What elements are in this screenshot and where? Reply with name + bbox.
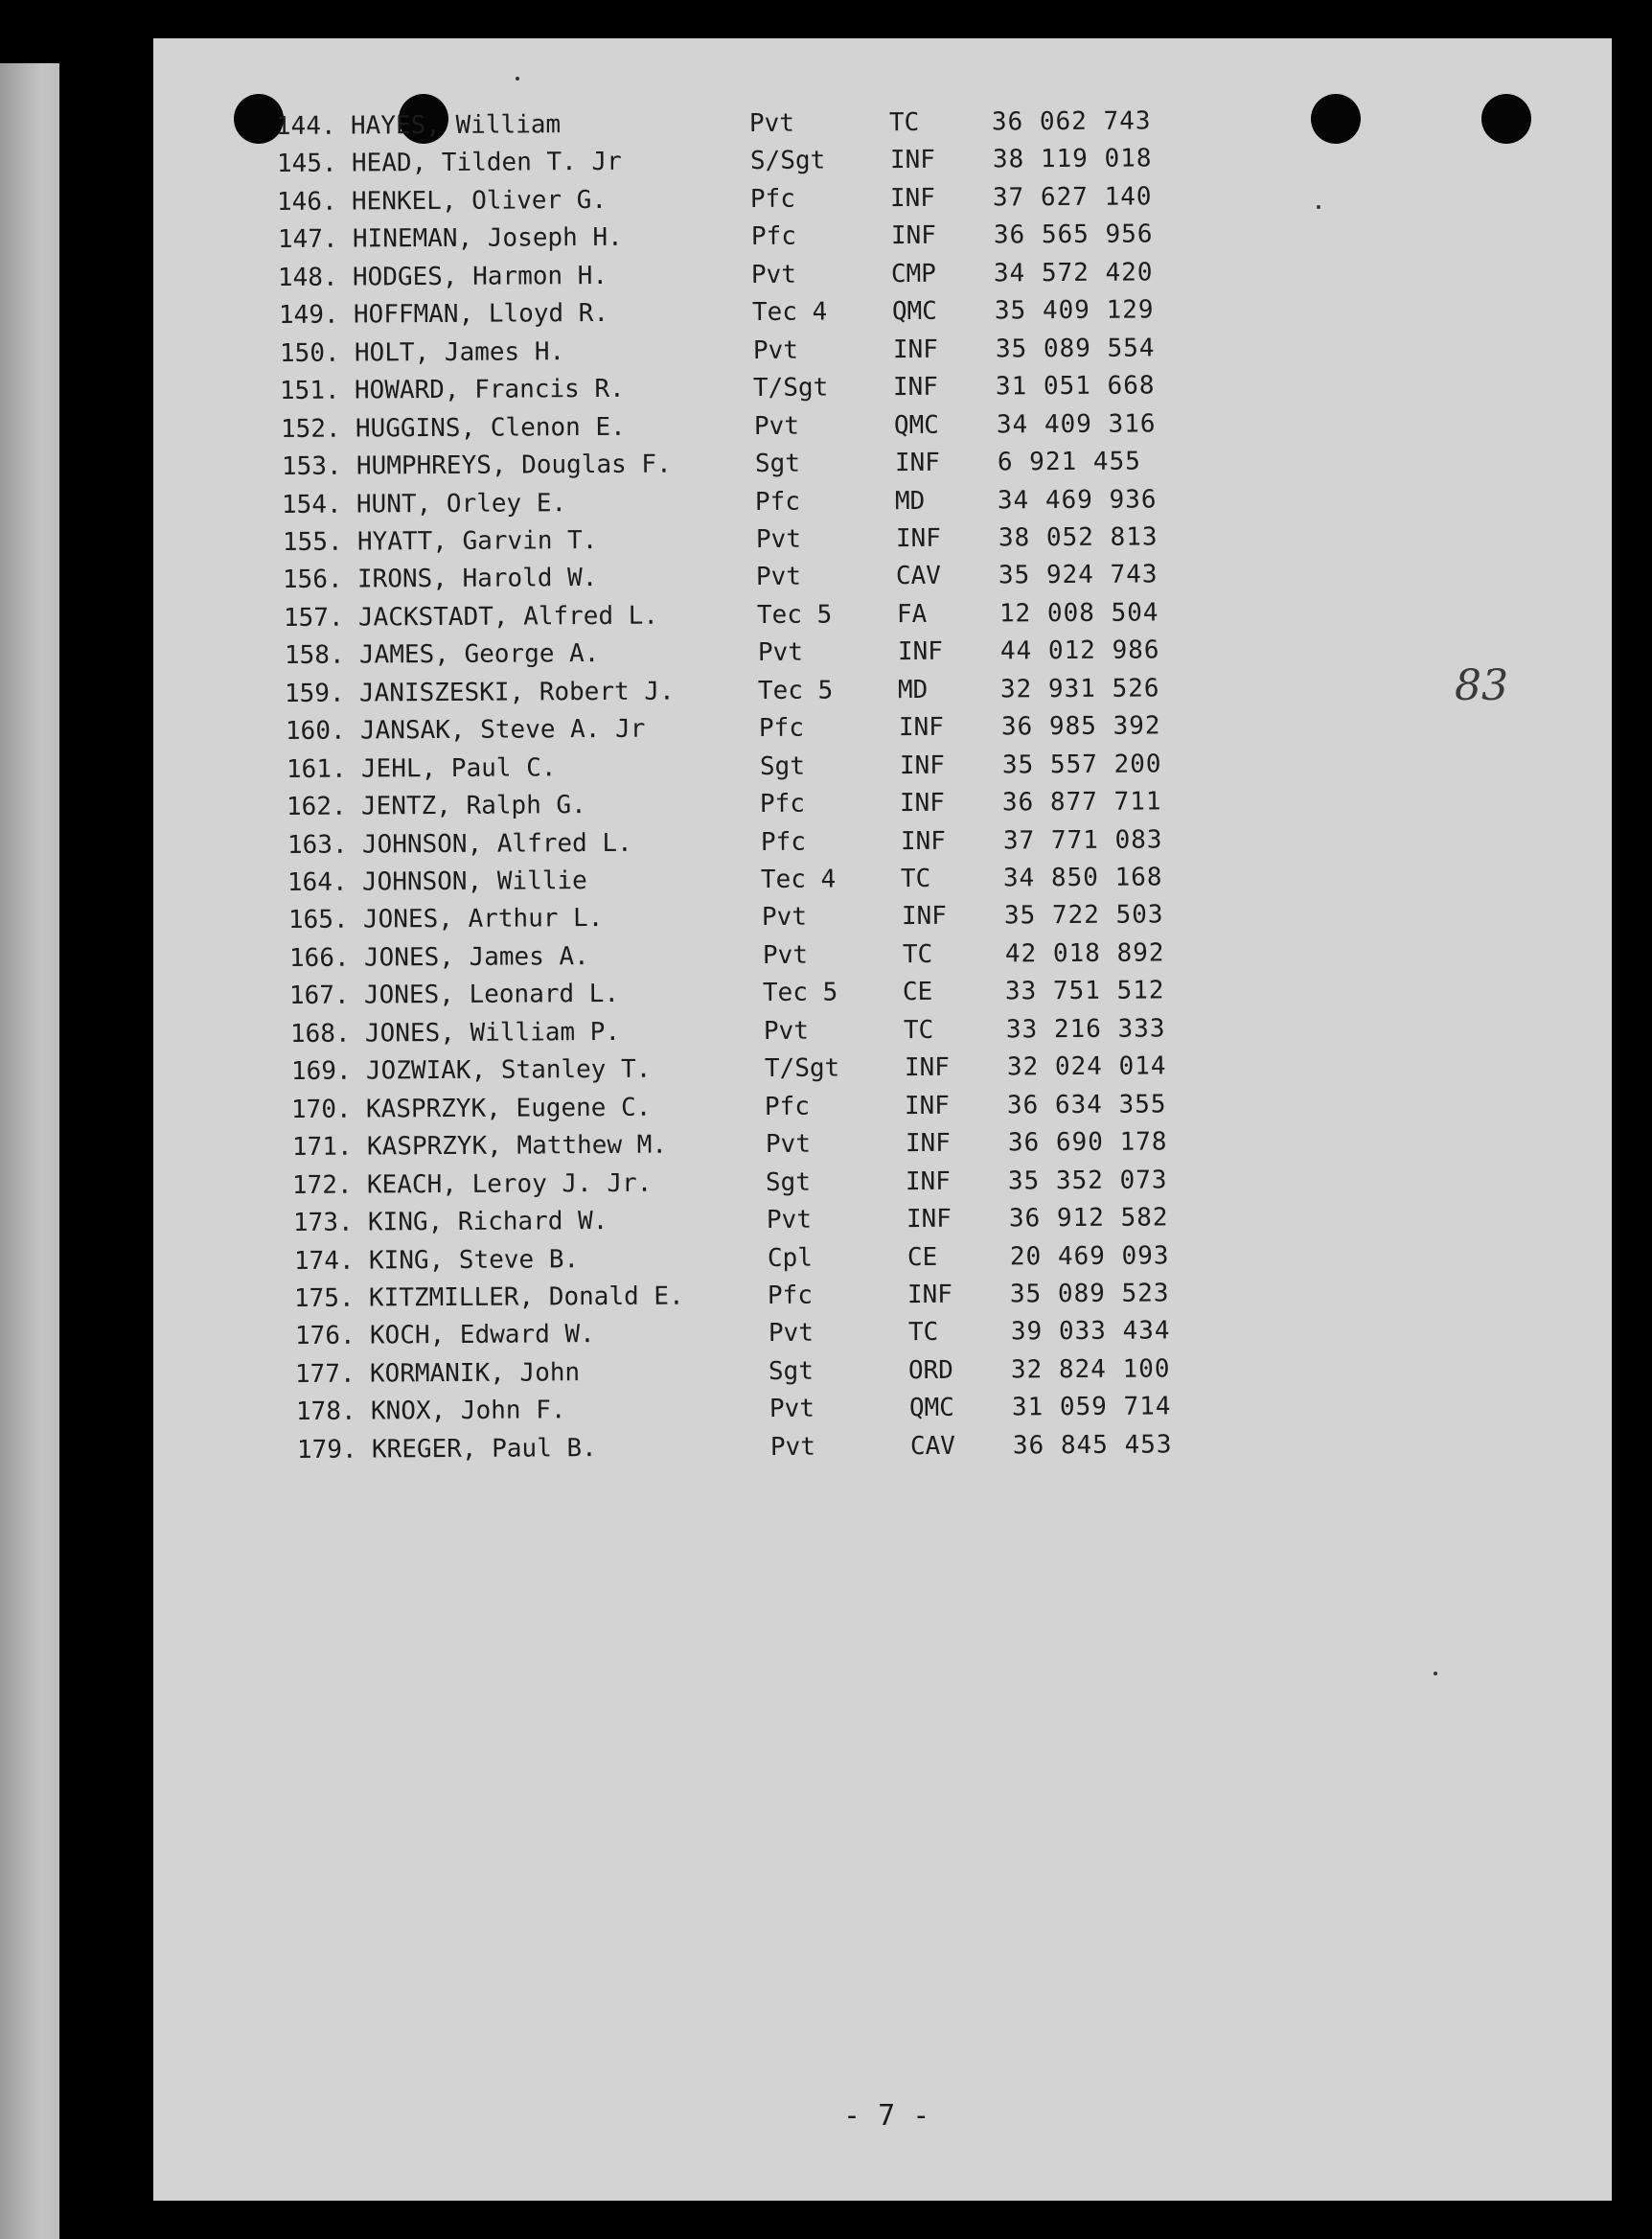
rank: Pvt xyxy=(751,260,797,289)
rank: Pvt xyxy=(756,563,802,592)
serial-number: 36 062 743 xyxy=(991,106,1152,137)
rank: Pvt xyxy=(766,1205,812,1235)
soldier-name: HENKEL, Oliver G. xyxy=(352,185,608,217)
rank: Tec 4 xyxy=(761,865,837,894)
roster-number: 160. xyxy=(285,716,346,747)
soldier-name: KING, Steve B. xyxy=(368,1244,579,1276)
soldier-name: JAMES, George A. xyxy=(358,639,600,670)
serial-number: 33 751 512 xyxy=(1005,976,1165,1006)
roster-number: 162. xyxy=(287,792,347,822)
serial-number: 32 931 526 xyxy=(1000,674,1160,704)
serial-number: 37 771 083 xyxy=(1002,824,1163,855)
rank: Pvt xyxy=(769,1394,815,1424)
rank: Pvt xyxy=(752,335,798,365)
soldier-name: JENTZ, Ralph G. xyxy=(361,791,587,821)
serial-number: 35 722 503 xyxy=(1003,900,1164,931)
rank: Pvt xyxy=(762,940,808,970)
serial-number: 20 469 093 xyxy=(1009,1240,1170,1271)
serial-number: 33 216 333 xyxy=(1005,1014,1166,1045)
handwritten-page-number: 83 xyxy=(1455,661,1508,710)
branch: INF xyxy=(906,1166,952,1196)
serial-number: 36 845 453 xyxy=(1012,1430,1173,1461)
rank: Tec 5 xyxy=(758,676,834,705)
serial-number: 35 089 523 xyxy=(1010,1279,1170,1309)
roster-number: 159. xyxy=(285,679,345,708)
rank: Pvt xyxy=(753,411,799,441)
branch: MD xyxy=(895,486,926,516)
branch: MD xyxy=(898,675,929,704)
roster-number: 175. xyxy=(294,1283,355,1313)
soldier-name: JANISZESKI, Robert J. xyxy=(359,677,676,708)
serial-number: 36 634 355 xyxy=(1006,1090,1167,1120)
soldier-name: HOLT, James H. xyxy=(354,336,564,368)
rank: Tec 4 xyxy=(751,297,828,328)
rank: Cpl xyxy=(767,1243,813,1273)
serial-number: 36 877 711 xyxy=(1002,787,1162,818)
serial-number: 38 119 018 xyxy=(992,144,1153,174)
roster-number: 156. xyxy=(283,566,344,595)
roster-number: 179. xyxy=(296,1435,357,1465)
branch: CE xyxy=(903,978,933,1007)
rank: Pvt xyxy=(755,524,801,554)
soldier-name: HODGES, Harmon H. xyxy=(353,261,608,292)
roster-number: 146. xyxy=(277,187,337,217)
serial-number: 37 627 140 xyxy=(993,182,1153,213)
rank: Tec 5 xyxy=(763,978,838,1008)
rank: Sgt xyxy=(759,751,805,781)
rank: Pfc xyxy=(768,1281,814,1310)
branch: TC xyxy=(901,864,931,894)
roster-number: 167. xyxy=(289,981,350,1011)
soldier-name: HINEMAN, Joseph H. xyxy=(352,223,623,254)
branch: INF xyxy=(904,1091,951,1120)
roster-number: 145. xyxy=(276,150,337,179)
soldier-name: JONES, Arthur L. xyxy=(362,904,604,935)
branch: ORD xyxy=(908,1355,954,1385)
branch: INF xyxy=(890,221,936,251)
roster-number: 158. xyxy=(284,640,345,671)
roster-number: 161. xyxy=(286,754,347,784)
roster-number: 176. xyxy=(294,1322,356,1351)
branch: TC xyxy=(902,939,932,969)
soldier-name: JONES, William P. xyxy=(364,1017,621,1049)
roster-number: 171. xyxy=(291,1132,353,1163)
roster-number: 164. xyxy=(287,867,349,897)
branch: TC xyxy=(903,1015,934,1045)
branch: CMP xyxy=(891,259,937,289)
rank: Pfc xyxy=(755,487,801,517)
rank: Pfc xyxy=(764,1092,811,1121)
branch: INF xyxy=(892,335,938,364)
roster-number: 151. xyxy=(280,376,341,406)
branch: QMC xyxy=(908,1394,955,1423)
document-page xyxy=(153,38,1612,2201)
rank: Pvt xyxy=(763,1016,809,1046)
soldier-name: KORMANIK, John xyxy=(370,1358,581,1389)
branch: QMC xyxy=(893,410,939,440)
serial-number: 32 024 014 xyxy=(1006,1051,1167,1082)
serial-number: 34 409 316 xyxy=(996,409,1157,440)
rank: Pvt xyxy=(757,637,803,668)
branch: INF xyxy=(890,183,936,213)
soldier-name: KNOX, John F. xyxy=(370,1396,566,1426)
roster-number: 155. xyxy=(282,527,343,557)
roster-number: 147. xyxy=(277,224,338,255)
branch: INF xyxy=(907,1280,953,1310)
roster-number: 163. xyxy=(287,830,348,860)
serial-number: 6 921 455 xyxy=(997,447,1141,477)
branch: INF xyxy=(889,146,935,175)
branch: INF xyxy=(905,1128,951,1159)
serial-number: 35 352 073 xyxy=(1008,1166,1168,1196)
serial-number: 34 850 168 xyxy=(1003,863,1163,893)
soldier-name: KASPRZYK, Eugene C. xyxy=(365,1093,652,1124)
roster-number: 174. xyxy=(293,1246,355,1276)
roster-number: 172. xyxy=(292,1170,354,1200)
roster-number: 177. xyxy=(295,1359,356,1389)
branch: INF xyxy=(899,750,945,780)
roster-number: 173. xyxy=(292,1208,354,1238)
branch: CAV xyxy=(896,562,942,591)
soldier-name: HUNT, Orley E. xyxy=(356,488,567,519)
soldier-name: HUMPHREYS, Douglas F. xyxy=(356,450,672,481)
serial-number: 35 924 743 xyxy=(998,560,1159,590)
branch: CE xyxy=(906,1242,937,1272)
roster-number: 154. xyxy=(282,490,342,519)
rank: T/Sgt xyxy=(764,1053,839,1084)
branch: CAV xyxy=(909,1431,955,1461)
rank: Pvt xyxy=(765,1129,811,1160)
branch: INF xyxy=(900,826,946,856)
rank: S/Sgt xyxy=(749,146,825,176)
branch: QMC xyxy=(891,297,938,327)
soldier-name: KASPRZYK, Matthew M. xyxy=(366,1130,667,1162)
soldier-name: IRONS, Harold W. xyxy=(357,564,598,594)
branch: INF xyxy=(893,372,939,403)
rank: Pfc xyxy=(750,222,796,252)
branch: INF xyxy=(906,1204,952,1235)
soldier-name: JOHNSON, Willie xyxy=(362,866,588,897)
roster-list xyxy=(153,38,1612,2201)
serial-number: 31 051 668 xyxy=(996,371,1156,402)
rank: Sgt xyxy=(769,1356,815,1386)
serial-number: 35 409 129 xyxy=(994,295,1155,326)
branch: INF xyxy=(904,1053,950,1083)
rank: Pvt xyxy=(768,1319,814,1349)
roster-number: 152. xyxy=(280,414,341,444)
serial-number: 39 033 434 xyxy=(1010,1316,1171,1347)
rank: Pfc xyxy=(760,789,806,819)
rank: T/Sgt xyxy=(753,373,829,404)
serial-number: 32 824 100 xyxy=(1011,1354,1172,1385)
serial-number: 12 008 504 xyxy=(998,598,1159,629)
rank: Sgt xyxy=(754,449,800,479)
soldier-name: KEACH, Leroy J. Jr. xyxy=(367,1168,653,1200)
soldier-name: KREGER, Paul B. xyxy=(371,1433,597,1465)
rank: Pvt xyxy=(748,108,795,138)
serial-number: 36 985 392 xyxy=(1000,711,1161,742)
soldier-name: KING, Richard W. xyxy=(367,1207,608,1237)
soldier-name: JANSAK, Steve A. Jr xyxy=(359,714,646,746)
soldier-name: HOFFMAN, Lloyd R. xyxy=(353,299,609,330)
branch: TC xyxy=(888,107,920,138)
roster-number: 144. xyxy=(275,111,336,141)
serial-number: 42 018 892 xyxy=(1004,938,1165,969)
soldier-name: JEHL, Paul C. xyxy=(360,752,557,784)
roster-number: 157. xyxy=(283,603,344,633)
page-number: - 7 - xyxy=(843,2099,930,2133)
soldier-name: HEAD, Tilden T. Jr xyxy=(351,148,622,178)
roster-number: 165. xyxy=(287,906,349,935)
soldier-name: KOCH, Edward W. xyxy=(369,1320,595,1350)
roster-number: 150. xyxy=(279,338,340,368)
branch: INF xyxy=(895,523,941,554)
roster-number: 149. xyxy=(278,300,339,331)
rank: Pvt xyxy=(769,1432,815,1462)
soldier-name: JACKSTADT, Alfred L. xyxy=(357,601,659,633)
branch: FA xyxy=(896,599,928,629)
rank: Tec 5 xyxy=(756,600,833,630)
soldier-name: KITZMILLER, Donald E. xyxy=(369,1281,685,1313)
roster-number: 169. xyxy=(290,1056,352,1087)
soldier-name: JONES, Leonard L. xyxy=(364,980,620,1010)
adjacent-page-edge xyxy=(0,63,59,2239)
branch: INF xyxy=(901,902,948,932)
serial-number: 31 059 714 xyxy=(1011,1392,1172,1422)
rank: Pfc xyxy=(758,713,804,744)
serial-number: 36 690 178 xyxy=(1007,1127,1168,1158)
rank: Sgt xyxy=(766,1167,812,1197)
serial-number: 36 912 582 xyxy=(1008,1203,1169,1234)
serial-number: 36 565 956 xyxy=(993,219,1154,250)
serial-number: 38 052 813 xyxy=(998,522,1159,553)
serial-number: 34 572 420 xyxy=(994,258,1155,289)
soldier-name: HAYES, William xyxy=(350,110,562,141)
roster-number: 168. xyxy=(289,1019,351,1049)
soldier-name: JOZWIAK, Stanley T. xyxy=(365,1054,651,1086)
serial-number: 44 012 986 xyxy=(999,635,1160,666)
branch: INF xyxy=(900,788,946,819)
roster-number: 148. xyxy=(278,263,339,292)
serial-number: 35 557 200 xyxy=(1001,750,1162,780)
roster-number: 153. xyxy=(281,451,342,482)
soldier-name: HUGGINS, Clenon E. xyxy=(355,412,626,444)
rank: Pfc xyxy=(760,827,806,857)
soldier-name: JOHNSON, Alfred L. xyxy=(361,828,632,860)
branch: INF xyxy=(894,448,940,478)
branch: INF xyxy=(898,712,944,743)
rank: Pvt xyxy=(761,903,808,933)
roster-number: 166. xyxy=(288,943,350,973)
branch: TC xyxy=(907,1318,939,1348)
soldier-name: HOWARD, Francis R. xyxy=(355,374,626,405)
soldier-name: HYATT, Garvin T. xyxy=(356,525,598,557)
serial-number: 35 089 554 xyxy=(995,334,1156,364)
roster-number: 178. xyxy=(295,1396,356,1427)
roster-number: 170. xyxy=(290,1095,352,1124)
branch: INF xyxy=(897,637,943,667)
soldier-name: JONES, James A. xyxy=(363,941,589,973)
rank: Pfc xyxy=(750,184,796,214)
serial-number: 34 469 936 xyxy=(998,484,1158,515)
